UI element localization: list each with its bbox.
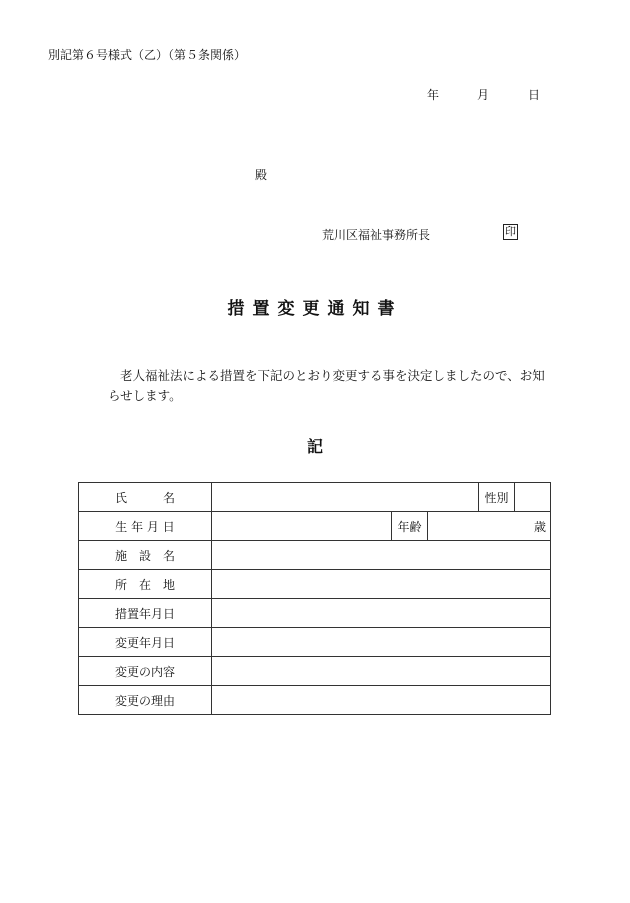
sex-label: 性別 (479, 483, 515, 512)
measure-date-label: 措置年月日 (79, 599, 212, 628)
table-row (79, 628, 551, 657)
table-row (79, 570, 551, 599)
date-month-label: 月 (477, 88, 490, 102)
birthdate-label: 生 年 月 日 (79, 512, 212, 541)
ki-heading: 記 (306, 437, 323, 456)
table-row (79, 512, 551, 541)
age-label: 年齢 (392, 512, 428, 541)
location-field[interactable] (212, 570, 551, 599)
change-reason-field[interactable] (212, 686, 551, 715)
details-table (78, 482, 551, 715)
notice-body-text: 老人福祉法による措置を下記のとおり変更する事を決定しましたので、お知らせします。 (108, 368, 545, 403)
table-row (79, 483, 551, 512)
name-field[interactable] (212, 483, 479, 512)
name-label: 氏 名 (79, 483, 212, 512)
addressee-suffix: 殿 (255, 168, 268, 182)
age-unit: 歳 (534, 519, 547, 534)
date-day-label: 日 (528, 88, 541, 102)
sex-field[interactable] (515, 483, 551, 512)
change-content-label: 変更の内容 (79, 657, 212, 686)
birthdate-field[interactable] (212, 512, 392, 541)
measure-date-field[interactable] (212, 599, 551, 628)
table-row (79, 686, 551, 715)
issuer-name: 荒川区福祉事務所長 (322, 228, 431, 242)
form-number: 別記第６号様式（乙）（第５条関係） (48, 48, 247, 62)
document-title: 措置変更通知書 (227, 299, 403, 319)
seal-mark: 印 (505, 225, 516, 238)
table-row (79, 657, 551, 686)
table-row (79, 541, 551, 570)
change-date-field[interactable] (212, 628, 551, 657)
location-label: 所 在 地 (79, 570, 212, 599)
change-date-label: 変更年月日 (79, 628, 212, 657)
date-year-label: 年 (427, 88, 440, 102)
facility-name-field[interactable] (212, 541, 551, 570)
table-row (79, 599, 551, 628)
change-reason-label: 変更の理由 (79, 686, 212, 715)
facility-name-label: 施 設 名 (79, 541, 212, 570)
age-field[interactable] (428, 512, 551, 541)
change-content-field[interactable] (212, 657, 551, 686)
